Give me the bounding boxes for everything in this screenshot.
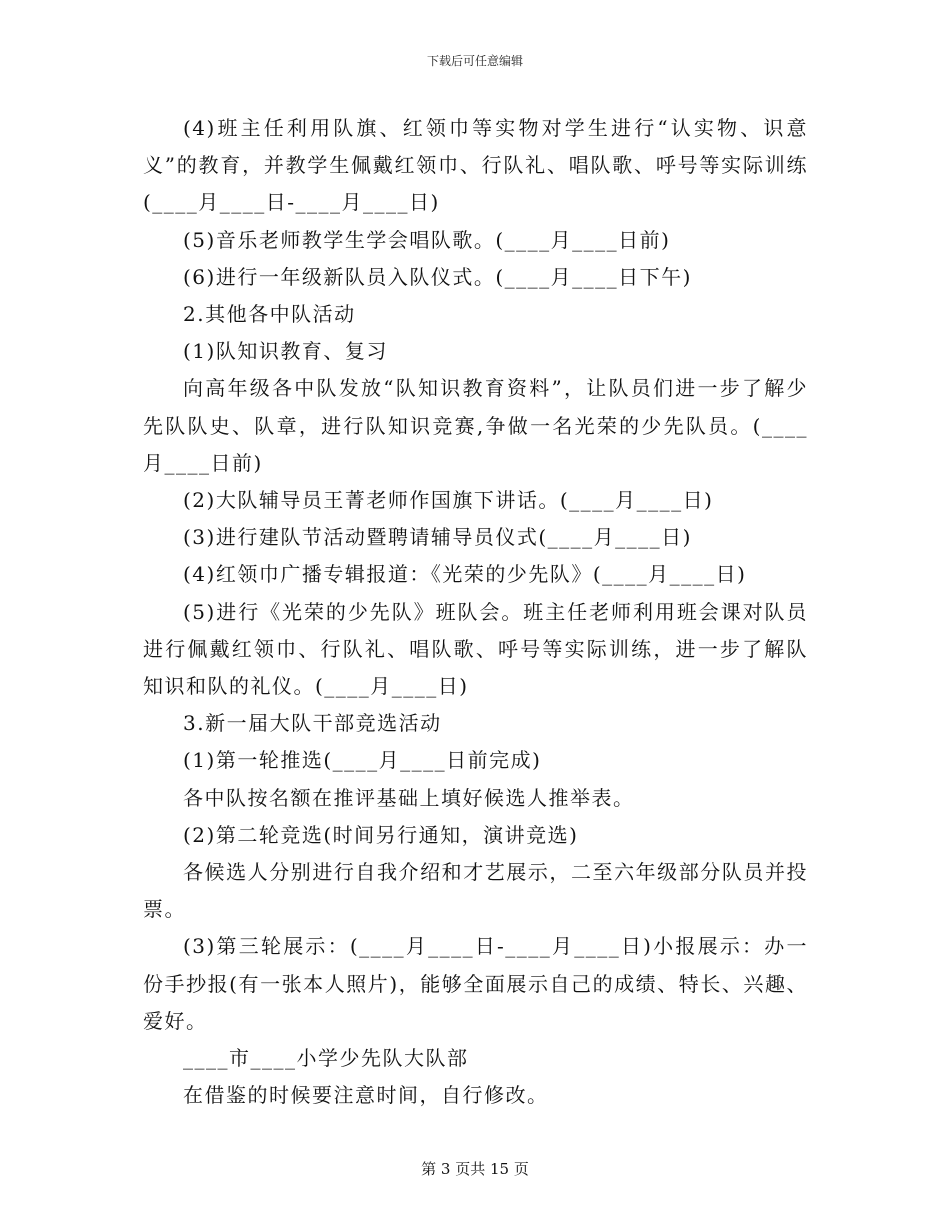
section-heading-2: 2.其他各中队活动 [183, 302, 356, 327]
paragraph-4-broadcast: (4)红领巾广播专辑报道：《光荣的少先队》(____月____日) [183, 562, 747, 587]
document-body [143, 110, 808, 1114]
page-header: 下载后可任意编辑 [426, 54, 523, 68]
paragraph-1-knowledge-education: (1)队知识教育、复习 [183, 339, 388, 364]
paragraph-round-2: (2)第二轮竞选(时间另行通知，演讲竞选) [183, 822, 579, 847]
paragraph-round-1: (1)第一轮推选(____月____日前完成) [183, 748, 542, 773]
paragraph-round-1-detail: 各中队按名额在推评基础上填好候选人推举表。 [183, 785, 635, 810]
paragraph-3-counselor-ceremony: (3)进行建队节活动暨聘请辅导员仪式(____月____日) [183, 525, 692, 550]
paragraph-5-class-meeting: (5)进行《光荣的少先队》班队会。班主任老师利用班会课对队员进行佩戴红领巾、行队礼、唱队歌、呼号等实际训练，进一步了解队知识和队的礼仪。(____月____日) [143, 599, 808, 699]
paragraph-4-flag-education: (4)班主任利用队旗、红领巾等实物对学生进行“认实物、识意义”的教育，并教学生佩戴红领巾、行队礼、唱队歌、呼号等实际训练(____月____日-____月____日) [143, 116, 808, 215]
closing-note: 在借鉴的时候要注意时间，自行修改。 [183, 1083, 549, 1108]
paragraph-2-flag-speech: (2)大队辅导员王菁老师作国旗下讲话。(____月____日) [183, 488, 714, 513]
paragraph-round-2-detail: 各候选人分别进行自我介绍和才艺展示，二至六年级部分队员并投票。 [143, 860, 808, 922]
signature-line: ____市____小学少先队大队部 [183, 1046, 469, 1071]
page-footer: 第 3 页共 15 页 [421, 1160, 529, 1178]
paragraph-6-induction-ceremony: (6)进行一年级新队员入队仪式。(____月____日下午) [183, 264, 692, 289]
paragraph-round-3: (3)第三轮展示：(____月____日-____月____日)小报展示：办一份手抄报(有一张本人照片)，能够全面展示自己的成绩、特长、兴趣、爱好。 [143, 934, 808, 1033]
section-heading-3: 3.新一届大队干部竞选活动 [183, 711, 442, 736]
paragraph-5-music-song: (5)音乐老师教学生学会唱队歌。(____月____日前) [183, 227, 671, 252]
paragraph-knowledge-materials: 向高年级各中队发放“队知识教育资料”，让队员们进一步了解少先队队史、队章，进行队知识竞赛,争做一名光荣的少先队员。(____月____日前) [143, 376, 808, 475]
